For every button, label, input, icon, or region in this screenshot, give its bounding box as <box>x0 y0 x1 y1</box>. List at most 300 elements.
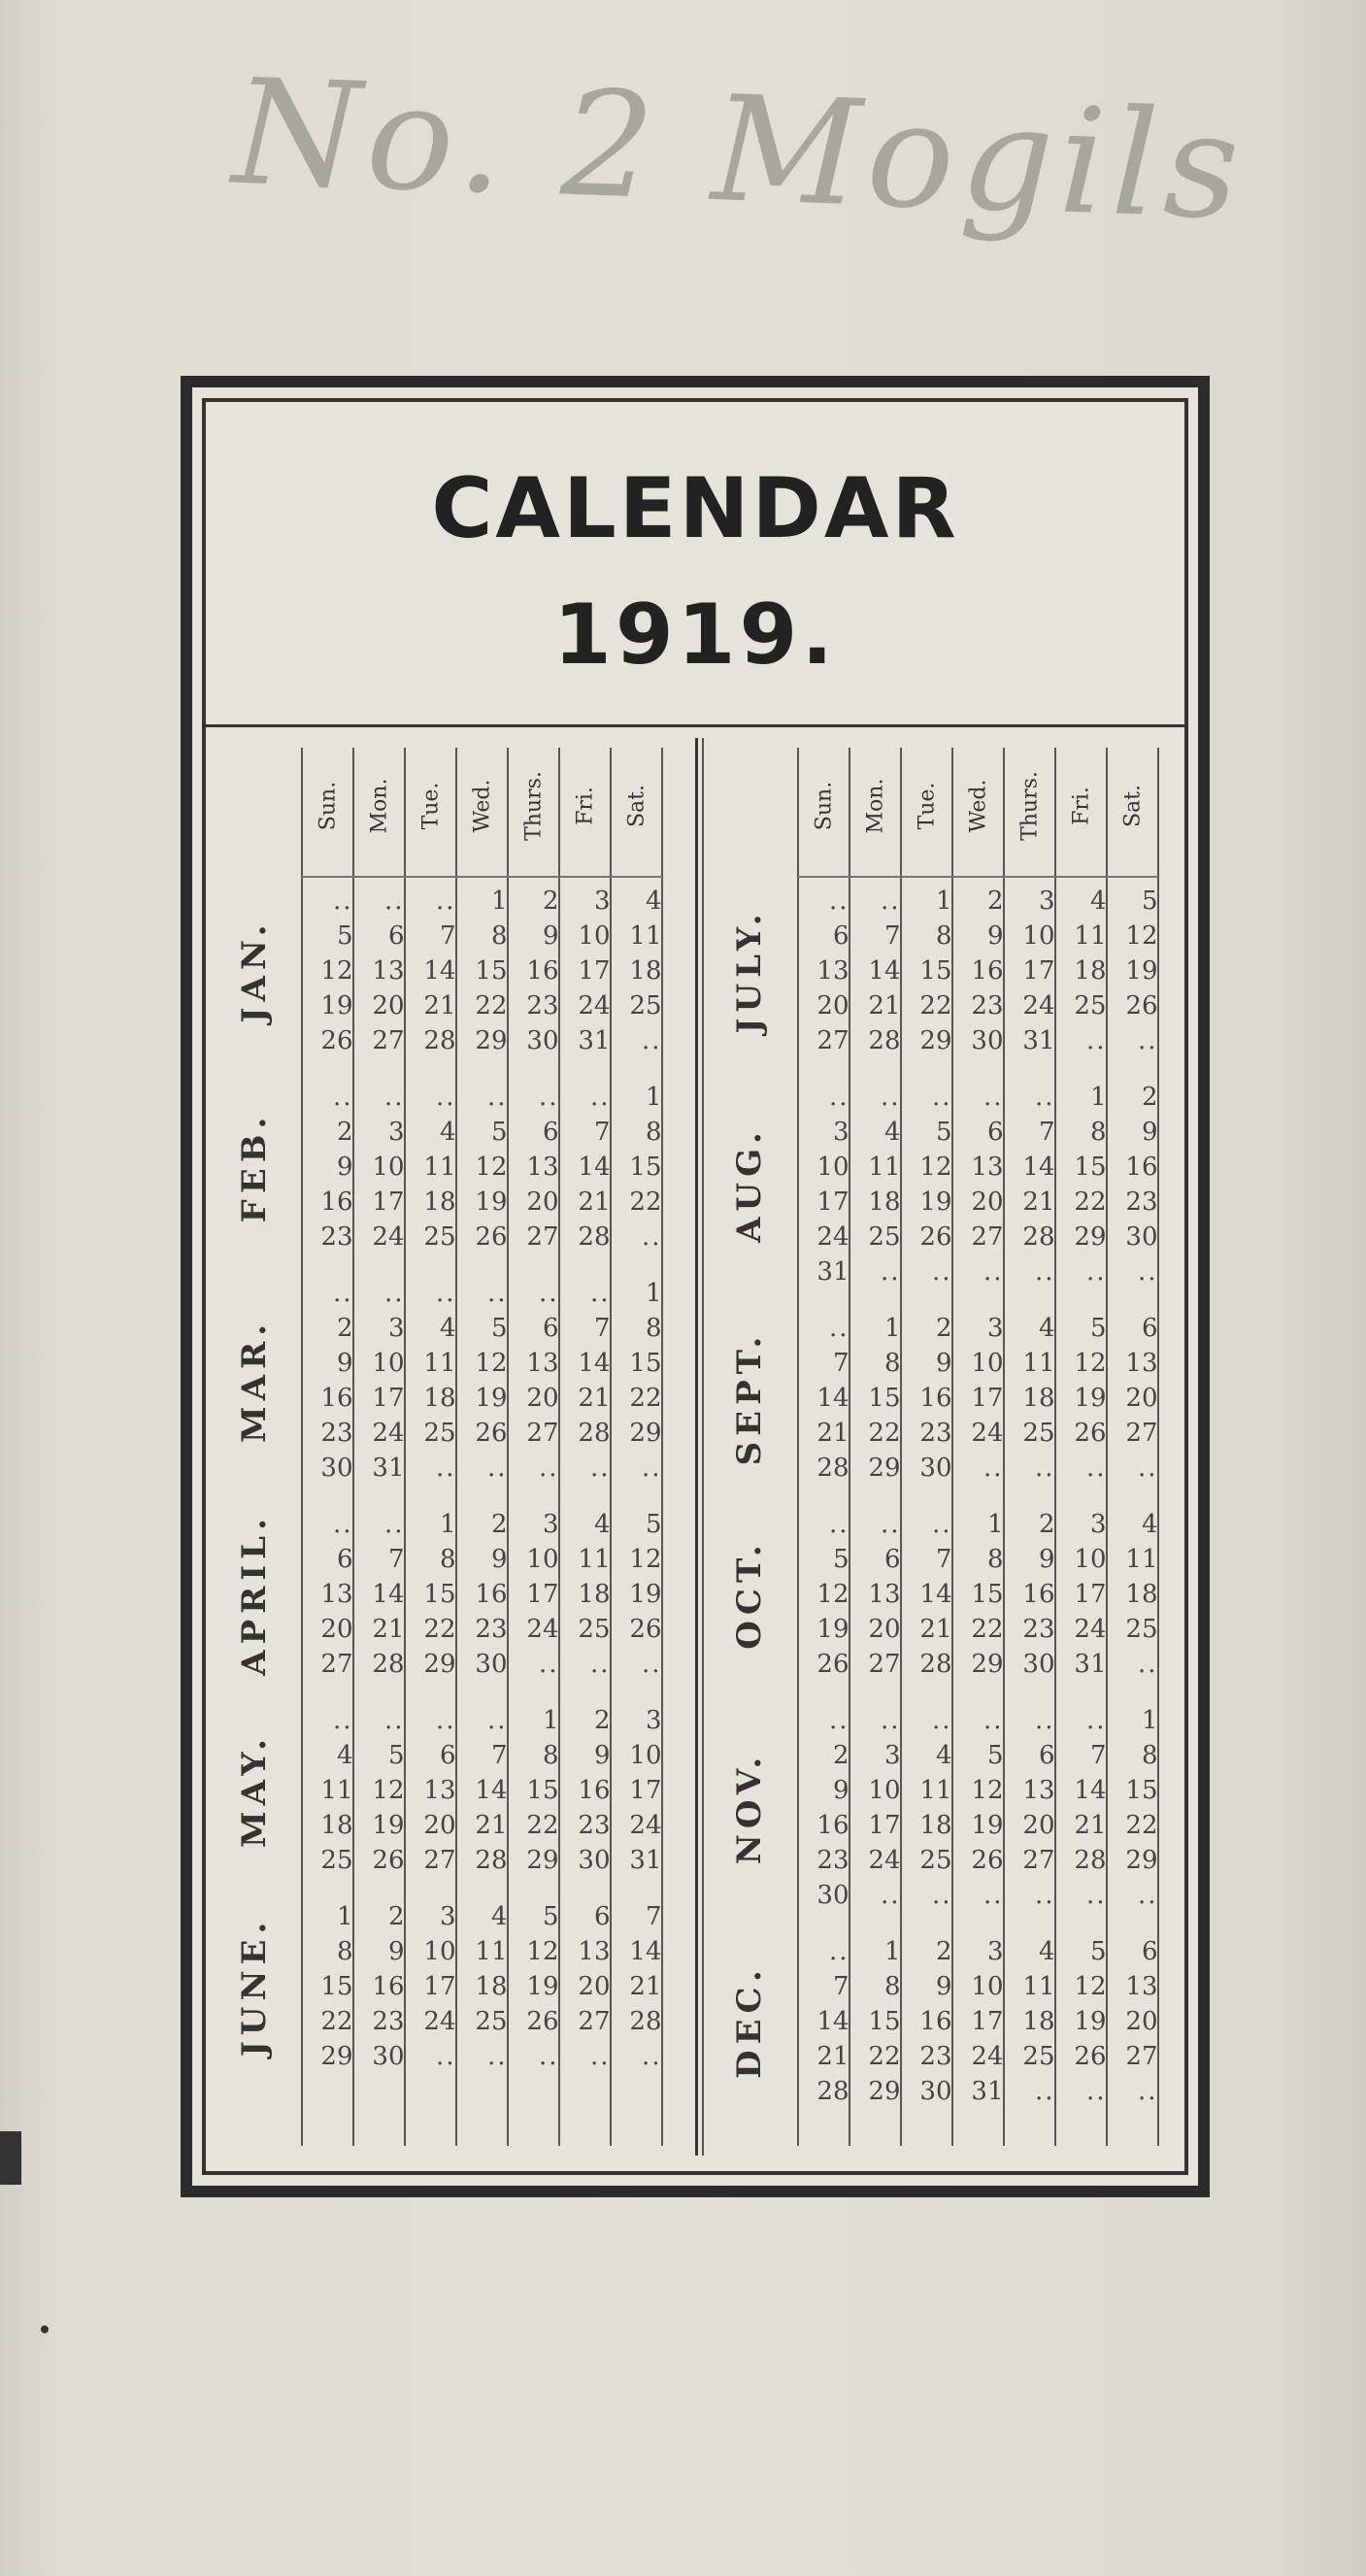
left-day-cell: 29 <box>475 1026 508 1055</box>
left-day-cell: 7 <box>645 1902 662 1931</box>
right-day-cell: 6 <box>1141 1937 1158 1966</box>
right-day-cell: 24 <box>868 1846 901 1875</box>
left-day-cell: 31 <box>629 1846 662 1875</box>
right-day-cell: 18 <box>868 1188 901 1217</box>
left-day-cell: 10 <box>372 1349 405 1378</box>
right-day-cell: 16 <box>1022 1580 1055 1609</box>
right-day-cell: 15 <box>868 2007 901 2036</box>
right-day-cell: 29 <box>868 1454 901 1483</box>
right-day-cell: 17 <box>1022 956 1055 986</box>
left-day-cell: 11 <box>578 1545 611 1574</box>
left-day-cell: 7 <box>593 1118 611 1147</box>
right-day-cell: 23 <box>816 1846 850 1875</box>
right-day-cell: 13 <box>816 956 850 986</box>
left-day-cell: 11 <box>475 1937 508 1966</box>
left-day-cell: .. <box>486 1706 508 1735</box>
left-day-cell: 25 <box>475 2007 508 2036</box>
right-day-cell: 10 <box>868 1776 901 1805</box>
left-day-cell: 29 <box>629 1419 662 1448</box>
right-day-cell: 4 <box>883 1118 901 1147</box>
left-day-cell: 31 <box>372 1454 405 1483</box>
left-day-cell: 18 <box>629 956 662 986</box>
right-day-cell: 5 <box>986 1741 1004 1770</box>
right-day-cell: 11 <box>1022 1349 1055 1378</box>
right-day-cell: 22 <box>1074 1188 1107 1217</box>
right-day-cell: 11 <box>868 1153 901 1182</box>
right-day-cell: 1 <box>883 1314 901 1343</box>
left-day-cell: 28 <box>423 1026 456 1055</box>
left-day-cell: 12 <box>320 956 353 986</box>
right-day-cell: 30 <box>919 2077 952 2106</box>
left-day-cell: 9 <box>593 1741 611 1770</box>
right-day-header-fri: Fri. <box>1069 786 1093 825</box>
right-day-cell: 29 <box>971 1650 1004 1679</box>
left-day-cell: 12 <box>475 1349 508 1378</box>
left-day-cell: 6 <box>593 1902 611 1931</box>
right-day-cell: 22 <box>971 1615 1004 1644</box>
right-day-cell: 2 <box>935 1314 952 1343</box>
left-day-cell: 24 <box>629 1811 662 1840</box>
left-day-cell: 22 <box>629 1384 662 1413</box>
left-day-cell: 3 <box>645 1706 662 1735</box>
left-day-cell: 6 <box>439 1741 456 1770</box>
right-month-label-july: JULY. <box>730 908 769 1034</box>
right-day-cell: 12 <box>919 1153 952 1182</box>
right-day-cell: 6 <box>1038 1741 1055 1770</box>
left-day-cell: 12 <box>372 1776 405 1805</box>
left-day-cell: 11 <box>423 1349 456 1378</box>
right-day-cell: .. <box>1034 1881 1055 1910</box>
left-day-cell: 19 <box>629 1580 662 1609</box>
left-day-cell: 7 <box>439 921 456 951</box>
left-day-cell: 16 <box>320 1384 353 1413</box>
left-day-cell: 20 <box>526 1384 559 1413</box>
left-day-cell: 24 <box>526 1615 559 1644</box>
left-day-cell: 8 <box>336 1937 353 1966</box>
left-day-cell: 10 <box>526 1545 559 1574</box>
right-day-cell: 20 <box>1022 1811 1055 1840</box>
right-day-cell: 6 <box>1141 1314 1158 1343</box>
right-day-cell: 25 <box>1022 1419 1055 1448</box>
left-day-cell: 11 <box>423 1153 456 1182</box>
right-day-cell: 29 <box>919 1026 952 1055</box>
left-day-cell: 26 <box>526 2007 559 2036</box>
left-day-cell: 23 <box>526 991 559 1020</box>
right-day-cell: .. <box>1034 1083 1055 1112</box>
right-day-cell: 24 <box>971 1419 1004 1448</box>
left-day-cell: 13 <box>526 1349 559 1378</box>
right-day-cell: 16 <box>919 1384 952 1413</box>
right-day-cell: 16 <box>919 2007 952 2036</box>
left-day-cell: .. <box>538 1454 559 1483</box>
right-day-header-wed: Wed. <box>966 779 990 833</box>
left-day-cell: 12 <box>629 1545 662 1574</box>
left-day-cell: 9 <box>336 1349 353 1378</box>
left-day-cell: 27 <box>423 1846 456 1875</box>
right-day-cell: 30 <box>971 1026 1004 1055</box>
right-day-cell: .. <box>1137 1257 1158 1287</box>
right-day-cell: .. <box>983 1454 1004 1483</box>
right-day-cell: 25 <box>1074 991 1107 1020</box>
right-day-cell: 2 <box>1141 1083 1158 1112</box>
right-day-cell: 18 <box>1022 1384 1055 1413</box>
left-day-cell: 27 <box>372 1026 405 1055</box>
left-day-cell: 18 <box>320 1811 353 1840</box>
right-day-cell: 5 <box>832 1545 850 1574</box>
calendar-header <box>206 402 1184 727</box>
right-day-cell: .. <box>931 1083 952 1112</box>
right-day-cell: 14 <box>1022 1153 1055 1182</box>
edge-mark <box>0 2131 21 2185</box>
left-day-cell: 14 <box>423 956 456 986</box>
left-day-cell: 17 <box>578 956 611 986</box>
right-day-cell: 14 <box>1074 1776 1107 1805</box>
left-day-cell: 25 <box>578 1615 611 1644</box>
right-day-cell: 12 <box>816 1580 850 1609</box>
left-day-cell: 17 <box>629 1776 662 1805</box>
left-day-cell: .. <box>589 1279 611 1308</box>
left-day-cell: 12 <box>526 1937 559 1966</box>
right-day-cell: 2 <box>986 887 1004 916</box>
left-day-cell: 7 <box>387 1545 405 1574</box>
right-day-cell: 17 <box>971 2007 1004 2036</box>
left-day-cell: 27 <box>526 1419 559 1448</box>
center-divider <box>695 738 698 2156</box>
right-day-cell: 15 <box>1125 1776 1158 1805</box>
right-day-cell: 7 <box>832 1349 850 1378</box>
right-day-cell: 25 <box>1022 2042 1055 2071</box>
left-day-cell: .. <box>383 1706 405 1735</box>
left-day-cell: 29 <box>320 2042 353 2071</box>
left-day-cell: 16 <box>372 1972 405 2001</box>
left-day-cell: 11 <box>320 1776 353 1805</box>
left-day-cell: .. <box>538 1650 559 1679</box>
right-day-cell: 9 <box>986 921 1004 951</box>
right-day-cell: 3 <box>883 1741 901 1770</box>
left-day-cell: 26 <box>320 1026 353 1055</box>
right-day-cell: 27 <box>868 1650 901 1679</box>
left-day-header-mon: Mon. <box>367 778 391 834</box>
right-day-cell: 11 <box>1074 921 1107 951</box>
right-day-cell: .. <box>983 1881 1004 1910</box>
left-day-cell: 20 <box>423 1811 456 1840</box>
left-day-cell: 25 <box>423 1419 456 1448</box>
right-day-cell: 17 <box>971 1384 1004 1413</box>
left-day-cell: 25 <box>423 1222 456 1252</box>
right-day-cell: 24 <box>1022 991 1055 1020</box>
right-day-cell: 19 <box>816 1615 850 1644</box>
right-day-cell: 16 <box>816 1811 850 1840</box>
right-day-cell: 19 <box>971 1811 1004 1840</box>
left-day-cell: .. <box>589 1083 611 1112</box>
left-day-cell: 2 <box>336 1314 353 1343</box>
left-day-cell: 30 <box>475 1650 508 1679</box>
right-day-cell: 2 <box>832 1741 850 1770</box>
left-day-cell: 30 <box>526 1026 559 1055</box>
right-day-cell: 7 <box>1089 1741 1107 1770</box>
left-day-cell: 6 <box>542 1314 559 1343</box>
right-day-cell: 23 <box>1022 1615 1055 1644</box>
right-month-label-nov: NOV. <box>730 1751 769 1865</box>
right-day-cell: .. <box>1085 1454 1107 1483</box>
left-day-cell: 10 <box>578 921 611 951</box>
left-day-cell: .. <box>332 887 353 916</box>
right-day-cell: 1 <box>883 1937 901 1966</box>
left-day-cell: 5 <box>490 1314 508 1343</box>
right-day-cell: 30 <box>919 1454 952 1483</box>
left-day-header-fri: Fri. <box>573 786 597 825</box>
right-day-header-tue: Tue. <box>915 782 939 830</box>
right-day-header-sat: Sat. <box>1120 784 1145 828</box>
left-month-label-jan: JAN. <box>235 919 274 1023</box>
left-day-cell: 4 <box>336 1741 353 1770</box>
left-day-cell: 30 <box>578 1846 611 1875</box>
left-day-cell: 6 <box>336 1545 353 1574</box>
right-day-cell: 18 <box>1074 956 1107 986</box>
left-day-cell: 19 <box>320 991 353 1020</box>
right-day-cell: 8 <box>883 1349 901 1378</box>
right-day-cell: 22 <box>919 991 952 1020</box>
left-day-cell: 8 <box>542 1741 559 1770</box>
right-day-cell: 15 <box>868 1384 901 1413</box>
left-day-cell: 4 <box>490 1902 508 1931</box>
right-day-cell: 5 <box>1089 1937 1107 1966</box>
right-day-cell: 22 <box>868 2042 901 2071</box>
left-day-cell: 14 <box>629 1937 662 1966</box>
right-day-cell: 20 <box>971 1188 1004 1217</box>
left-day-cell: .. <box>383 1083 405 1112</box>
right-day-cell: 10 <box>816 1153 850 1182</box>
right-day-cell: 30 <box>1022 1650 1055 1679</box>
left-day-cell: 13 <box>526 1153 559 1182</box>
right-day-cell: 17 <box>1074 1580 1107 1609</box>
right-day-cell: 14 <box>816 2007 850 2036</box>
left-day-cell: 4 <box>593 1510 611 1539</box>
left-day-cell: 10 <box>423 1937 456 1966</box>
left-day-cell: 4 <box>645 887 662 916</box>
right-day-cell: 18 <box>1022 2007 1055 2036</box>
left-day-cell: 24 <box>423 2007 456 2036</box>
left-day-cell: .. <box>641 1650 662 1679</box>
left-day-cell: 8 <box>439 1545 456 1574</box>
left-day-cell: 3 <box>439 1902 456 1931</box>
left-day-cell: 16 <box>320 1188 353 1217</box>
left-day-cell: .. <box>486 2042 508 2071</box>
left-day-cell: 13 <box>372 956 405 986</box>
right-day-cell: 9 <box>935 1972 952 2001</box>
left-day-cell: 9 <box>490 1545 508 1574</box>
right-day-cell: 18 <box>1125 1580 1158 1609</box>
calendar-grid <box>206 738 1184 2156</box>
right-day-cell: 6 <box>832 921 850 951</box>
left-day-cell: .. <box>538 2042 559 2071</box>
left-day-cell: 19 <box>475 1384 508 1413</box>
right-day-cell: 27 <box>1022 1846 1055 1875</box>
right-day-cell: .. <box>1085 1881 1107 1910</box>
right-day-cell: 31 <box>1022 1026 1055 1055</box>
left-day-cell: 10 <box>629 1741 662 1770</box>
right-day-cell: 17 <box>868 1811 901 1840</box>
right-day-cell: 19 <box>1074 2007 1107 2036</box>
right-day-cell: 20 <box>816 991 850 1020</box>
left-day-cell: 14 <box>578 1153 611 1182</box>
left-day-cell: 3 <box>593 887 611 916</box>
right-day-cell: 4 <box>935 1741 952 1770</box>
left-day-cell: 14 <box>372 1580 405 1609</box>
right-day-cell: 12 <box>1074 1972 1107 2001</box>
right-day-cell: 11 <box>1125 1545 1158 1574</box>
right-day-cell: 19 <box>1074 1384 1107 1413</box>
right-day-cell: 2 <box>1038 1510 1055 1539</box>
right-day-cell: .. <box>1034 1257 1055 1287</box>
right-day-cell: 1 <box>1089 1083 1107 1112</box>
right-day-cell: 26 <box>919 1222 952 1252</box>
right-day-cell: 9 <box>1141 1118 1158 1147</box>
left-day-cell: 21 <box>372 1615 405 1644</box>
right-day-cell: 25 <box>919 1846 952 1875</box>
left-day-cell: .. <box>332 1706 353 1735</box>
right-day-cell: 12 <box>1074 1349 1107 1378</box>
left-day-cell: 31 <box>578 1026 611 1055</box>
right-day-cell: 14 <box>868 956 901 986</box>
right-day-cell: 20 <box>1125 1384 1158 1413</box>
left-day-cell: 5 <box>645 1510 662 1539</box>
left-day-cell: 22 <box>526 1811 559 1840</box>
left-day-cell: 18 <box>475 1972 508 2001</box>
right-day-cell: .. <box>828 1706 850 1735</box>
left-day-cell: 27 <box>578 2007 611 2036</box>
right-day-cell: .. <box>1085 1257 1107 1287</box>
left-day-cell: 20 <box>372 991 405 1020</box>
right-day-cell: 7 <box>935 1545 952 1574</box>
left-day-cell: .. <box>435 1706 456 1735</box>
right-day-cell: .. <box>931 1706 952 1735</box>
left-day-cell: .. <box>641 1454 662 1483</box>
left-day-cell: 23 <box>578 1811 611 1840</box>
left-day-cell: 7 <box>490 1741 508 1770</box>
left-day-cell: 26 <box>629 1615 662 1644</box>
right-day-cell: 8 <box>935 921 952 951</box>
speck-mark <box>41 2325 49 2333</box>
left-day-cell: 22 <box>629 1188 662 1217</box>
right-day-cell: 4 <box>1038 1937 1055 1966</box>
right-day-cell: .. <box>983 1706 1004 1735</box>
left-day-cell: 13 <box>423 1776 456 1805</box>
left-day-cell: 2 <box>542 887 559 916</box>
right-day-cell: 4 <box>1141 1510 1158 1539</box>
right-day-cell: 11 <box>919 1776 952 1805</box>
left-day-cell: 15 <box>423 1580 456 1609</box>
right-day-cell: 13 <box>971 1153 1004 1182</box>
right-day-cell: 3 <box>986 1937 1004 1966</box>
left-day-cell: 19 <box>475 1188 508 1217</box>
right-day-cell: 9 <box>1038 1545 1055 1574</box>
right-day-cell: 28 <box>1022 1222 1055 1252</box>
left-day-cell: 5 <box>542 1902 559 1931</box>
center-divider-2 <box>702 738 704 2156</box>
left-day-cell: 21 <box>578 1384 611 1413</box>
right-day-cell: 8 <box>986 1545 1004 1574</box>
right-day-cell: 24 <box>1074 1615 1107 1644</box>
right-day-header-sun: Sun. <box>812 781 836 831</box>
left-day-cell: 6 <box>387 921 405 951</box>
right-day-cell: 30 <box>1125 1222 1158 1252</box>
right-day-cell: 16 <box>971 956 1004 986</box>
left-day-cell: 24 <box>578 991 611 1020</box>
left-day-cell: 22 <box>475 991 508 1020</box>
left-day-cell: .. <box>641 1222 662 1252</box>
left-day-cell: 8 <box>645 1314 662 1343</box>
right-day-cell: 21 <box>919 1615 952 1644</box>
left-day-cell: 10 <box>372 1153 405 1182</box>
left-day-cell: .. <box>589 2042 611 2071</box>
right-day-cell: .. <box>1034 1706 1055 1735</box>
left-day-cell: 1 <box>490 887 508 916</box>
right-day-cell: 10 <box>971 1349 1004 1378</box>
left-day-cell: 26 <box>475 1222 508 1252</box>
right-day-cell: 7 <box>1038 1118 1055 1147</box>
right-day-cell: 13 <box>1125 1349 1158 1378</box>
left-day-cell: 9 <box>542 921 559 951</box>
right-day-cell: .. <box>880 1510 901 1539</box>
left-day-cell: 21 <box>423 991 456 1020</box>
left-day-cell: 21 <box>475 1811 508 1840</box>
right-day-cell: .. <box>1085 1706 1107 1735</box>
right-day-cell: 14 <box>816 1384 850 1413</box>
left-day-cell: 24 <box>372 1222 405 1252</box>
right-day-cell: 8 <box>883 1972 901 2001</box>
right-day-cell: 21 <box>816 1419 850 1448</box>
right-day-cell: 28 <box>1074 1846 1107 1875</box>
right-day-cell: 22 <box>1125 1811 1158 1840</box>
right-day-cell: .. <box>880 1706 901 1735</box>
right-day-cell: 1 <box>986 1510 1004 1539</box>
left-day-cell: .. <box>435 2042 456 2071</box>
right-month-label-dec: DEC. <box>730 1964 769 2079</box>
right-day-cell: 4 <box>1089 887 1107 916</box>
left-day-cell: 14 <box>475 1776 508 1805</box>
right-day-cell: 26 <box>816 1650 850 1679</box>
left-day-cell: 16 <box>475 1580 508 1609</box>
left-day-cell: 17 <box>372 1188 405 1217</box>
left-day-cell: 2 <box>336 1118 353 1147</box>
left-day-cell: 13 <box>578 1937 611 1966</box>
left-day-cell: 1 <box>645 1279 662 1308</box>
left-day-cell: 19 <box>372 1811 405 1840</box>
left-day-cell: 22 <box>320 2007 353 2036</box>
right-day-cell: .. <box>880 1881 901 1910</box>
right-day-cell: 31 <box>971 2077 1004 2106</box>
left-day-cell: 18 <box>423 1384 456 1413</box>
left-day-cell: .. <box>486 1083 508 1112</box>
right-day-cell: 29 <box>868 2077 901 2106</box>
left-day-cell: 25 <box>629 991 662 1020</box>
right-day-cell: 28 <box>816 2077 850 2106</box>
left-day-cell: 25 <box>320 1846 353 1875</box>
right-day-cell: 19 <box>1125 956 1158 986</box>
right-day-cell: .. <box>828 1314 850 1343</box>
left-day-cell: 1 <box>645 1083 662 1112</box>
left-day-cell: .. <box>538 1083 559 1112</box>
left-day-cell: 5 <box>490 1118 508 1147</box>
left-day-cell: 23 <box>320 1419 353 1448</box>
left-day-cell: 4 <box>439 1118 456 1147</box>
left-day-cell: 16 <box>526 956 559 986</box>
left-day-header-sat: Sat. <box>624 784 649 828</box>
right-day-cell: .. <box>828 1510 850 1539</box>
left-day-cell: 27 <box>320 1650 353 1679</box>
left-day-cell: 17 <box>526 1580 559 1609</box>
